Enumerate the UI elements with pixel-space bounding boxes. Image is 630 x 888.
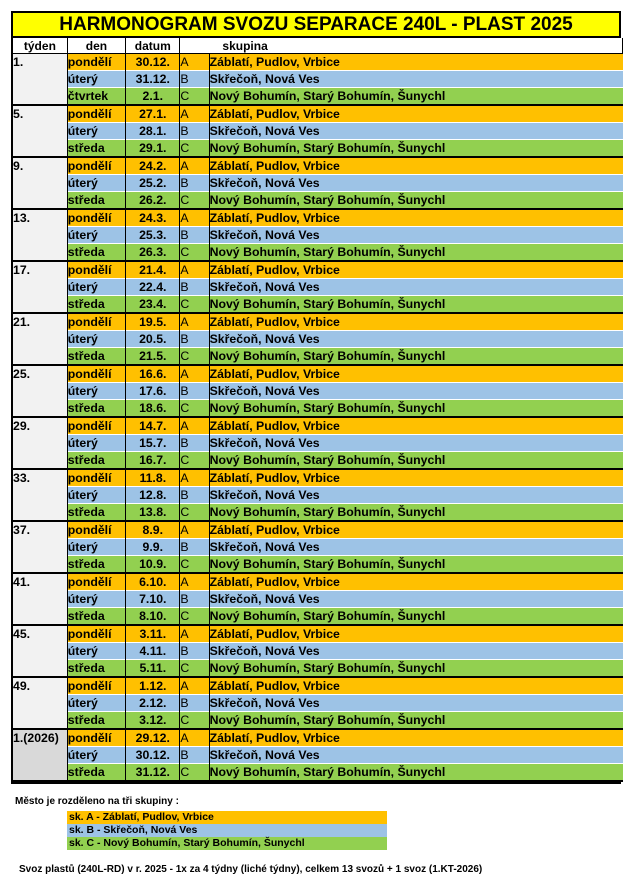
places-cell: Skřečoň, Nová Ves: [209, 383, 622, 400]
places-cell: Skřečoň, Nová Ves: [209, 227, 622, 244]
table-row: [13, 296, 623, 314]
legend-group-b: sk. B - Skřečoň, Nová Ves: [67, 824, 387, 837]
table-row: [13, 712, 623, 730]
places-cell: Záblatí, Pudlov, Vrbice: [209, 469, 622, 487]
day-cell: pondělí: [67, 261, 125, 279]
group-cell: C: [180, 712, 209, 730]
places-cell: Záblatí, Pudlov, Vrbice: [209, 261, 622, 279]
places-cell: Záblatí, Pudlov, Vrbice: [209, 417, 622, 435]
table-row: [13, 591, 623, 608]
places-cell: Záblatí, Pudlov, Vrbice: [209, 573, 622, 591]
group-cell: B: [180, 643, 209, 660]
date-cell: 12.8.: [126, 487, 180, 504]
table-row: [13, 365, 623, 383]
date-cell: 8.10.: [126, 608, 180, 626]
header-group: skupina: [180, 38, 623, 54]
date-cell: 5.11.: [126, 660, 180, 678]
group-cell: C: [180, 88, 209, 106]
day-cell: úterý: [67, 487, 125, 504]
day-cell: pondělí: [67, 209, 125, 227]
schedule-sheet: [11, 11, 621, 784]
date-cell: 21.5.: [126, 348, 180, 366]
table-row: [13, 313, 623, 331]
date-cell: 27.1.: [126, 105, 180, 123]
table-row: [13, 71, 623, 88]
date-cell: 4.11.: [126, 643, 180, 660]
group-cell: A: [180, 313, 209, 331]
places-cell: Nový Bohumín, Starý Bohumín, Šunychl: [209, 608, 622, 626]
day-cell: úterý: [67, 279, 125, 296]
group-cell: A: [180, 417, 209, 435]
table-row: [13, 695, 623, 712]
day-cell: úterý: [67, 591, 125, 608]
date-cell: 14.7.: [126, 417, 180, 435]
group-cell: C: [180, 608, 209, 626]
table-row: [13, 747, 623, 764]
table-row: [13, 383, 623, 400]
table-row: [13, 331, 623, 348]
group-cell: B: [180, 695, 209, 712]
day-cell: středa: [67, 296, 125, 314]
date-cell: 26.2.: [126, 192, 180, 210]
date-cell: 24.2.: [126, 157, 180, 175]
legend-group-c: sk. C - Nový Bohumín, Starý Bohumín, Šunychl: [67, 837, 387, 850]
group-cell: A: [180, 469, 209, 487]
week-number: 5.: [13, 105, 67, 157]
day-cell: středa: [67, 400, 125, 418]
day-cell: pondělí: [67, 157, 125, 175]
date-cell: 2.12.: [126, 695, 180, 712]
day-cell: středa: [67, 660, 125, 678]
places-cell: Nový Bohumín, Starý Bohumín, Šunychl: [209, 660, 622, 678]
table-row: [13, 209, 623, 227]
date-cell: 3.11.: [126, 625, 180, 643]
date-cell: 18.6.: [126, 400, 180, 418]
date-cell: 30.12.: [126, 54, 180, 71]
table-row: [13, 417, 623, 435]
places-cell: Nový Bohumín, Starý Bohumín, Šunychl: [209, 244, 622, 262]
table-row: [13, 625, 623, 643]
date-cell: 13.8.: [126, 504, 180, 522]
group-cell: B: [180, 747, 209, 764]
day-cell: středa: [67, 712, 125, 730]
week-number: 29.: [13, 417, 67, 469]
date-cell: 22.4.: [126, 279, 180, 296]
week-number: 21.: [13, 313, 67, 365]
date-cell: 28.1.: [126, 123, 180, 140]
date-cell: 17.6.: [126, 383, 180, 400]
table-row: [13, 54, 623, 71]
group-cell: B: [180, 71, 209, 88]
group-cell: B: [180, 591, 209, 608]
group-cell: C: [180, 192, 209, 210]
day-cell: středa: [67, 192, 125, 210]
date-cell: 20.5.: [126, 331, 180, 348]
group-cell: C: [180, 452, 209, 470]
table-row: [13, 573, 623, 591]
day-cell: úterý: [67, 123, 125, 140]
page-title: HARMONOGRAM SVOZU SEPARACE 240L - PLAST 2025: [11, 11, 621, 38]
date-cell: 10.9.: [126, 556, 180, 574]
places-cell: Nový Bohumín, Starý Bohumín, Šunychl: [209, 764, 622, 782]
table-row: [13, 764, 623, 782]
group-cell: C: [180, 400, 209, 418]
group-cell: B: [180, 539, 209, 556]
day-cell: pondělí: [67, 54, 125, 71]
date-cell: 6.10.: [126, 573, 180, 591]
table-row: [13, 140, 623, 158]
day-cell: pondělí: [67, 677, 125, 695]
day-cell: úterý: [67, 71, 125, 88]
date-cell: 26.3.: [126, 244, 180, 262]
places-cell: Nový Bohumín, Starý Bohumín, Šunychl: [209, 296, 622, 314]
places-cell: Skřečoň, Nová Ves: [209, 643, 622, 660]
table-row: [13, 487, 623, 504]
table-row: [13, 244, 623, 262]
date-cell: 24.3.: [126, 209, 180, 227]
table-row: [13, 452, 623, 470]
group-cell: A: [180, 677, 209, 695]
group-cell: C: [180, 244, 209, 262]
places-cell: Nový Bohumín, Starý Bohumín, Šunychl: [209, 400, 622, 418]
table-row: [13, 435, 623, 452]
table-row: [13, 677, 623, 695]
date-cell: 7.10.: [126, 591, 180, 608]
table-row: [13, 123, 623, 140]
group-cell: C: [180, 764, 209, 782]
places-cell: Nový Bohumín, Starý Bohumín, Šunychl: [209, 348, 622, 366]
group-cell: C: [180, 660, 209, 678]
date-cell: 31.12.: [126, 71, 180, 88]
places-cell: Záblatí, Pudlov, Vrbice: [209, 54, 622, 71]
date-cell: 9.9.: [126, 539, 180, 556]
group-cell: C: [180, 140, 209, 158]
places-cell: Nový Bohumín, Starý Bohumín, Šunychl: [209, 712, 622, 730]
date-cell: 15.7.: [126, 435, 180, 452]
places-cell: Záblatí, Pudlov, Vrbice: [209, 365, 622, 383]
table-row: [13, 279, 623, 296]
group-cell: B: [180, 383, 209, 400]
table-row: [13, 400, 623, 418]
places-cell: Skřečoň, Nová Ves: [209, 175, 622, 192]
date-cell: 31.12.: [126, 764, 180, 782]
day-cell: pondělí: [67, 313, 125, 331]
day-cell: pondělí: [67, 365, 125, 383]
week-number: 45.: [13, 625, 67, 677]
group-cell: A: [180, 54, 209, 71]
group-cell: C: [180, 556, 209, 574]
table-row: [13, 157, 623, 175]
places-cell: Nový Bohumín, Starý Bohumín, Šunychl: [209, 452, 622, 470]
header-day: den: [67, 38, 125, 54]
group-cell: C: [180, 348, 209, 366]
day-cell: pondělí: [67, 573, 125, 591]
table-row: [13, 643, 623, 660]
places-cell: Skřečoň, Nová Ves: [209, 539, 622, 556]
places-cell: Skřečoň, Nová Ves: [209, 747, 622, 764]
date-cell: 29.1.: [126, 140, 180, 158]
table-header-row: [13, 38, 623, 54]
day-cell: pondělí: [67, 729, 125, 747]
day-cell: středa: [67, 556, 125, 574]
date-cell: 16.6.: [126, 365, 180, 383]
day-cell: úterý: [67, 695, 125, 712]
table-row: [13, 469, 623, 487]
header-week: týden: [13, 38, 67, 54]
day-cell: středa: [67, 244, 125, 262]
group-cell: A: [180, 105, 209, 123]
day-cell: středa: [67, 452, 125, 470]
date-cell: 19.5.: [126, 313, 180, 331]
table-row: [13, 88, 623, 106]
group-cell: B: [180, 435, 209, 452]
schedule-table-frame: [11, 38, 621, 784]
places-cell: Záblatí, Pudlov, Vrbice: [209, 105, 622, 123]
places-cell: Záblatí, Pudlov, Vrbice: [209, 521, 622, 539]
day-cell: úterý: [67, 227, 125, 244]
week-number: 9.: [13, 157, 67, 209]
places-cell: Skřečoň, Nová Ves: [209, 123, 622, 140]
day-cell: úterý: [67, 539, 125, 556]
table-row: [13, 192, 623, 210]
places-cell: Záblatí, Pudlov, Vrbice: [209, 157, 622, 175]
places-cell: Nový Bohumín, Starý Bohumín, Šunychl: [209, 140, 622, 158]
day-cell: středa: [67, 764, 125, 782]
places-cell: Skřečoň, Nová Ves: [209, 331, 622, 348]
day-cell: pondělí: [67, 469, 125, 487]
places-cell: Nový Bohumín, Starý Bohumín, Šunychl: [209, 556, 622, 574]
group-cell: A: [180, 521, 209, 539]
week-number: 1.: [13, 54, 67, 106]
table-row: [13, 348, 623, 366]
group-cell: B: [180, 279, 209, 296]
table-row: [13, 504, 623, 522]
places-cell: Nový Bohumín, Starý Bohumín, Šunychl: [209, 192, 622, 210]
day-cell: úterý: [67, 175, 125, 192]
day-cell: středa: [67, 140, 125, 158]
date-cell: 29.12.: [126, 729, 180, 747]
day-cell: pondělí: [67, 625, 125, 643]
group-cell: C: [180, 296, 209, 314]
places-cell: Záblatí, Pudlov, Vrbice: [209, 677, 622, 695]
places-cell: Nový Bohumín, Starý Bohumín, Šunychl: [209, 504, 622, 522]
places-cell: Záblatí, Pudlov, Vrbice: [209, 313, 622, 331]
footnote: Svoz plastů (240L-RD) v r. 2025 - 1x za 4 týdny (liché týdny), celkem 13 svozů + 1 svoz (1.KT-2026): [19, 864, 483, 875]
schedule-body: [13, 54, 623, 782]
day-cell: úterý: [67, 643, 125, 660]
group-cell: A: [180, 157, 209, 175]
day-cell: úterý: [67, 383, 125, 400]
table-row: [13, 539, 623, 556]
places-cell: Skřečoň, Nová Ves: [209, 279, 622, 296]
group-cell: A: [180, 209, 209, 227]
day-cell: čtvrtek: [67, 88, 125, 106]
group-cell: A: [180, 729, 209, 747]
places-cell: Skřečoň, Nová Ves: [209, 487, 622, 504]
week-number: 17.: [13, 261, 67, 313]
week-number: 13.: [13, 209, 67, 261]
group-cell: B: [180, 175, 209, 192]
day-cell: úterý: [67, 331, 125, 348]
week-number: 37.: [13, 521, 67, 573]
table-row: [13, 608, 623, 626]
places-cell: Záblatí, Pudlov, Vrbice: [209, 625, 622, 643]
date-cell: 16.7.: [126, 452, 180, 470]
group-cell: B: [180, 123, 209, 140]
places-cell: Záblatí, Pudlov, Vrbice: [209, 729, 622, 747]
date-cell: 25.3.: [126, 227, 180, 244]
table-row: [13, 227, 623, 244]
week-number: 41.: [13, 573, 67, 625]
date-cell: 25.2.: [126, 175, 180, 192]
day-cell: úterý: [67, 435, 125, 452]
group-cell: B: [180, 487, 209, 504]
day-cell: pondělí: [67, 105, 125, 123]
group-cell: A: [180, 261, 209, 279]
date-cell: 1.12.: [126, 677, 180, 695]
table-row: [13, 175, 623, 192]
group-cell: A: [180, 625, 209, 643]
date-cell: 23.4.: [126, 296, 180, 314]
table-row: [13, 660, 623, 678]
day-cell: úterý: [67, 747, 125, 764]
header-date: datum: [126, 38, 180, 54]
places-cell: Skřečoň, Nová Ves: [209, 71, 622, 88]
places-cell: Nový Bohumín, Starý Bohumín, Šunychl: [209, 88, 622, 106]
week-number: 33.: [13, 469, 67, 521]
table-row: [13, 261, 623, 279]
places-cell: Skřečoň, Nová Ves: [209, 695, 622, 712]
day-cell: středa: [67, 608, 125, 626]
places-cell: Skřečoň, Nová Ves: [209, 591, 622, 608]
legend-intro: Město je rozděleno na tři skupiny :: [15, 796, 179, 807]
group-cell: C: [180, 504, 209, 522]
date-cell: 21.4.: [126, 261, 180, 279]
group-cell: B: [180, 331, 209, 348]
group-cell: A: [180, 573, 209, 591]
week-number: 25.: [13, 365, 67, 417]
schedule-table: [13, 38, 623, 782]
date-cell: 11.8.: [126, 469, 180, 487]
date-cell: 8.9.: [126, 521, 180, 539]
places-cell: Skřečoň, Nová Ves: [209, 435, 622, 452]
week-number: 49.: [13, 677, 67, 729]
date-cell: 2.1.: [126, 88, 180, 106]
group-cell: A: [180, 365, 209, 383]
day-cell: pondělí: [67, 521, 125, 539]
day-cell: středa: [67, 348, 125, 366]
table-row: [13, 521, 623, 539]
date-cell: 30.12.: [126, 747, 180, 764]
day-cell: pondělí: [67, 417, 125, 435]
date-cell: 3.12.: [126, 712, 180, 730]
table-row: [13, 729, 623, 747]
table-row: [13, 556, 623, 574]
table-row: [13, 105, 623, 123]
day-cell: středa: [67, 504, 125, 522]
week-number: 1.(2026): [13, 729, 67, 781]
places-cell: Záblatí, Pudlov, Vrbice: [209, 209, 622, 227]
group-cell: B: [180, 227, 209, 244]
legend-group-a: sk. A - Záblatí, Pudlov, Vrbice: [67, 811, 387, 824]
